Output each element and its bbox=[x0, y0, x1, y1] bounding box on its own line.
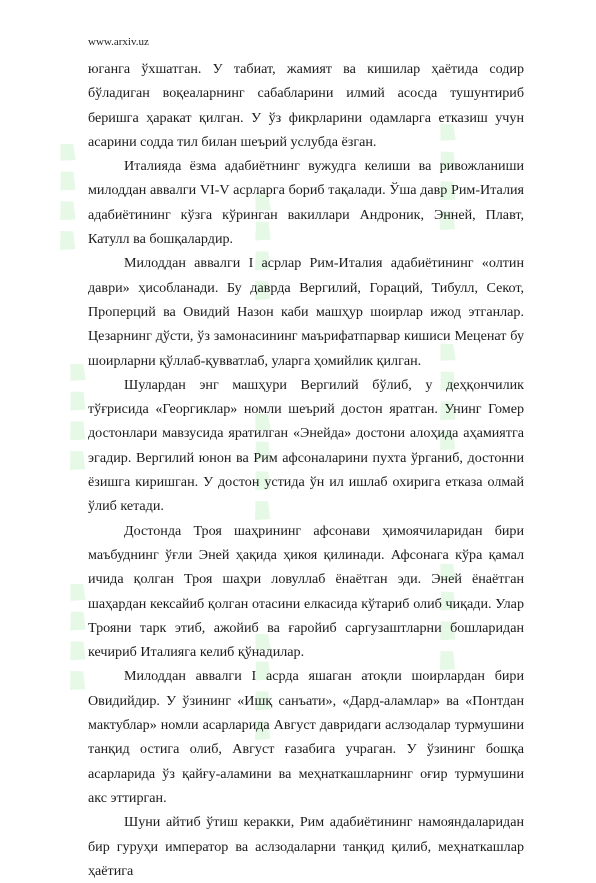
paragraph: Милоддан аввалги I асрлар Рим-Италия адабиётининг «олтин даври» ҳисобланади. Бу даврда Вергилий, Гораций, Тибулл, Секот, Проперций ва Овидий Назон каби машҳур шоирлар ижод этганлар. Цезарнинг дўсти, ўз замонасининг маърифатпарвар кишиси Меценат бу шоирларни қўллаб-қувватлаб, уларга ҳомийлик қилган. bbox=[88, 255, 524, 369]
paragraph: Милоддан аввалги I асрда яшаган атоқли шоирлардан бири Овидийдир. У ўзининг «Ишқ санъати», «Дард-аламлар» ва «Понтдан мактублар» номли асарларида Август давридаги аслзодалар турмушини танқид остига олиб, Август ғазабига учраган. У ўзининг бошқа асарларида ўз қайғу-аламини ва меҳнаткашларнинг оғир турмушини акс эттирган. bbox=[88, 668, 524, 806]
paragraph: Шулардан энг машҳури Вергилий бўлиб, у деҳқончилик тўғрисида «Георгиклар» номли шеърий достон яратган. Унинг Гомер достонлари мавзусида яратилган «Энейда» достони алоҳида аҳамиятга эгадир. Вергилий юнон ва Рим афсоналарини пухта ўрганиб, достонни ёзишга киришган. У достон устида ўн ил ишлаб охирига етказа олмай ўлиб кетади. bbox=[88, 376, 524, 515]
paragraph: юганга ўхшатган. У табиат, жамият ва кишилар ҳаётида содир бўладиган воқеаларнинг сабабларини илмий асосда тушунтириб беришга ҳаракат қилган. У ўз фикрларини одамларга етказиш учун асарини содда тил билан шеърий услубда ёзган. bbox=[88, 61, 524, 150]
paragraph: Шуни айтиб ўтиш керакки, Рим адабиётининг намояндаларидан бир гуруҳи император ва аслзодаларни танқид қилиб, меҳнаткашлар ҳаётига bbox=[88, 814, 524, 879]
paragraph: Достонда Троя шаҳрининг афсонави ҳимоячиларидан бири маъбуднинг ўғли Эней ҳақида ҳикоя қилинади. Афсонага кўра қамал ичида қолган Троя шаҳри ловуллаб ёнаётган эди. Эней ёнаётган шаҳардан кексайиб қолган отасини елкасида кўтариб олиб чиқади. Улар Трояни тарк этиб, ажойиб ва ғаройиб саргузаштларни бошларидан кечириб Италияга келиб қўнадилар. bbox=[88, 522, 524, 661]
paragraph: Италияда ёзма адабиётнинг вужудга келиши ва ривожланиши милоддан аввалги VI-V асрларга бориб тақалади. Ўша давр Рим-Италия адабиётининг кўзга кўринган вакиллари Андроник, Энней, Плавт, Катулл ва бошқалардир. bbox=[88, 158, 524, 248]
document-body bbox=[88, 57, 524, 883]
site-header: www.arxiv.uz bbox=[88, 36, 149, 48]
